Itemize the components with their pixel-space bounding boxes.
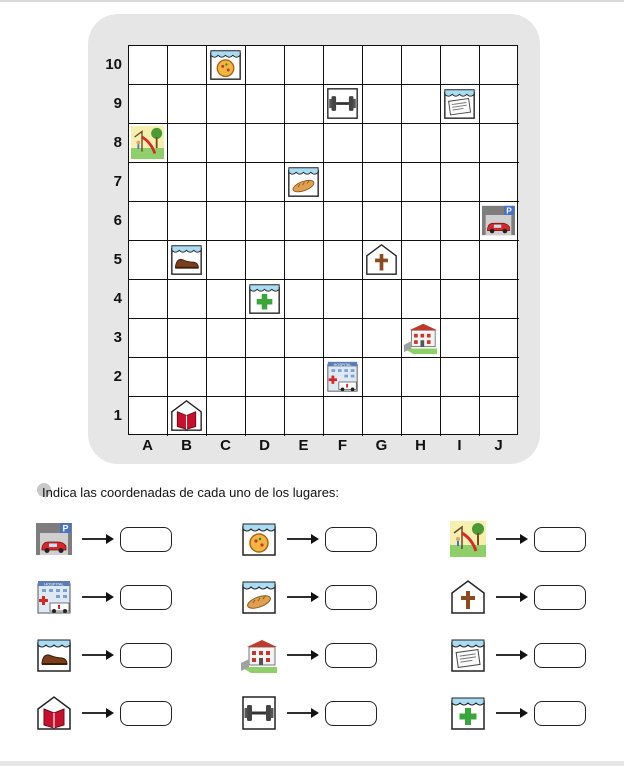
pharmacy-icon [248, 282, 281, 315]
grid-cell [168, 163, 207, 202]
grid-cell [441, 319, 480, 358]
answer-box[interactable] [325, 701, 377, 726]
grid-cell [480, 46, 519, 85]
dumbbell-icon [326, 87, 359, 120]
exercise-item-pharmacy [450, 695, 586, 731]
grid-cell [480, 397, 519, 436]
arrow-right-icon [287, 587, 319, 607]
grid-cell [402, 241, 441, 280]
grid-cell [324, 319, 363, 358]
top-divider [0, 0, 624, 2]
grid-cell [246, 358, 285, 397]
row-label: 6 [113, 212, 122, 229]
answer-box[interactable] [325, 643, 377, 668]
grid-cell [129, 85, 168, 124]
row-axis-labels [96, 45, 122, 435]
grid-cell [207, 397, 246, 436]
row-label: 4 [113, 290, 122, 307]
grid-cell [402, 280, 441, 319]
grid-cell [246, 319, 285, 358]
grid-cell [285, 280, 324, 319]
school-building-icon [241, 637, 277, 673]
pizza-shop-icon [209, 48, 242, 81]
grid-cell [246, 85, 285, 124]
exercise-item-school [241, 637, 377, 673]
grid-cell [363, 280, 402, 319]
grid-cell [285, 46, 324, 85]
grid-cell [285, 241, 324, 280]
grid-cell [168, 358, 207, 397]
grid-cell [441, 124, 480, 163]
hospital-icon [36, 579, 72, 615]
grid-cell [207, 280, 246, 319]
grid-cell [480, 163, 519, 202]
grid-cell [285, 124, 324, 163]
row-label: 3 [113, 329, 122, 346]
grid-cell [129, 319, 168, 358]
grid-cell [129, 46, 168, 85]
arrow-right-icon [82, 587, 114, 607]
answer-box[interactable] [534, 643, 586, 668]
exercise-item-church [450, 579, 586, 615]
grid-cell [285, 85, 324, 124]
shoe-shop-icon [36, 637, 72, 673]
grid-cell [441, 46, 480, 85]
column-label: H [415, 437, 426, 454]
pizza-shop-icon [241, 521, 277, 557]
exercise-item-hospital [36, 579, 172, 615]
row-label: 2 [113, 368, 122, 385]
grid-cell [480, 280, 519, 319]
row-label: 7 [113, 173, 122, 190]
row-label: 5 [113, 251, 122, 268]
column-label: A [142, 437, 153, 454]
column-label: G [375, 437, 388, 454]
grid-cell [207, 241, 246, 280]
grid-cell [207, 124, 246, 163]
grid-cell [441, 280, 480, 319]
arrow-right-icon [287, 529, 319, 549]
grid-cell [363, 319, 402, 358]
grid-cell [363, 358, 402, 397]
grid-cell [441, 163, 480, 202]
column-label: B [181, 437, 192, 454]
grid-cell [363, 124, 402, 163]
grid-cell [363, 202, 402, 241]
grid-cell [207, 319, 246, 358]
grid-cell [168, 85, 207, 124]
arrow-right-icon [496, 529, 528, 549]
grid-cell [324, 397, 363, 436]
answer-box[interactable] [534, 527, 586, 552]
exercise-item-newsstand [450, 637, 586, 673]
arrow-right-icon [82, 645, 114, 665]
grid-cell [285, 319, 324, 358]
grid-cell [363, 46, 402, 85]
column-label: I [457, 437, 462, 454]
arrow-right-icon [287, 645, 319, 665]
parking-sign-letter: P [506, 206, 512, 216]
bread-shop-icon [241, 579, 277, 615]
answer-box[interactable] [120, 643, 172, 668]
parking-icon [482, 204, 515, 237]
exercise-item-bakery [241, 579, 377, 615]
book-house-icon [170, 399, 203, 432]
arrow-right-icon [496, 587, 528, 607]
grid-cell [480, 319, 519, 358]
grid-cell [129, 280, 168, 319]
pharmacy-icon [450, 695, 486, 731]
church-icon [450, 579, 486, 615]
arrow-right-icon [496, 645, 528, 665]
school-building-icon [404, 321, 437, 354]
arrow-right-icon [287, 703, 319, 723]
grid-cell [168, 280, 207, 319]
grid-cell [363, 397, 402, 436]
hospital-sign-text: HOSPITAL [333, 362, 352, 367]
grid-cell [246, 241, 285, 280]
grid-cell [480, 358, 519, 397]
grid-cell [402, 202, 441, 241]
grid-cell [441, 397, 480, 436]
row-label: 9 [113, 95, 122, 112]
grid-cell [168, 124, 207, 163]
answer-box[interactable] [325, 585, 377, 610]
grid-cell [324, 280, 363, 319]
answer-box[interactable] [120, 585, 172, 610]
grid-cell [129, 163, 168, 202]
grid-cell [324, 202, 363, 241]
dumbbell-icon [241, 695, 277, 731]
newspaper-shop-icon [450, 637, 486, 673]
arrow-right-icon [496, 703, 528, 723]
hospital-icon [326, 360, 359, 393]
bread-shop-icon [287, 165, 320, 198]
grid-cell [324, 163, 363, 202]
exercise-item-gym [241, 695, 377, 731]
hospital-sign-text: HOSPITAL [44, 581, 64, 587]
grid-cell [168, 46, 207, 85]
column-label: J [494, 437, 503, 454]
grid-cell [441, 202, 480, 241]
shoe-shop-icon [170, 243, 203, 276]
grid-cell [246, 397, 285, 436]
row-label: 8 [113, 134, 122, 151]
grid-cell [402, 124, 441, 163]
grid-cell [402, 397, 441, 436]
grid-cell [207, 163, 246, 202]
grid-cell [402, 358, 441, 397]
playground-icon [131, 126, 164, 159]
grid-cell [285, 397, 324, 436]
grid-cell [285, 358, 324, 397]
grid-cell [441, 358, 480, 397]
grid-cell [441, 241, 480, 280]
arrow-right-icon [82, 529, 114, 549]
grid-cell [402, 46, 441, 85]
arrow-right-icon [82, 703, 114, 723]
grid-cell [129, 241, 168, 280]
column-label: F [337, 437, 348, 454]
exercise-item-parking [36, 521, 172, 557]
grid-cell [324, 46, 363, 85]
grid-cell [246, 202, 285, 241]
column-axis-labels [128, 437, 518, 454]
row-label: 1 [113, 407, 122, 424]
grid-cell [246, 124, 285, 163]
playground-icon [450, 521, 486, 557]
answer-box[interactable] [325, 527, 377, 552]
exercise-item-pizzeria [241, 521, 377, 557]
parking-sign-letter: P [62, 523, 69, 534]
grid-cell [207, 85, 246, 124]
grid-cell [129, 358, 168, 397]
exercise-item-shoe-shop [36, 637, 172, 673]
book-house-icon [36, 695, 72, 731]
grid-cell [363, 163, 402, 202]
grid-cell [285, 202, 324, 241]
grid-cell [168, 319, 207, 358]
grid-cell [168, 202, 207, 241]
grid-cell [324, 124, 363, 163]
grid-cell [480, 85, 519, 124]
row-label: 10 [105, 56, 122, 73]
newspaper-shop-icon [443, 87, 476, 120]
exercise-item-park [450, 521, 586, 557]
exercise-item-library [36, 695, 172, 731]
column-label: E [298, 437, 309, 454]
grid-cell [480, 241, 519, 280]
exercise-instruction: Indica las coordenadas de cada uno de los lugares: [42, 485, 340, 500]
parking-icon [36, 521, 72, 557]
column-label: D [259, 437, 270, 454]
grid-cell [207, 358, 246, 397]
grid-cell [207, 202, 246, 241]
grid-cell [402, 163, 441, 202]
grid-cell [129, 202, 168, 241]
grid-cell [402, 85, 441, 124]
answer-box[interactable] [534, 701, 586, 726]
grid-cell [246, 46, 285, 85]
answer-box[interactable] [534, 585, 586, 610]
grid-cell [246, 163, 285, 202]
church-icon [365, 243, 398, 276]
answer-box[interactable] [120, 527, 172, 552]
grid-cell [324, 241, 363, 280]
answer-box[interactable] [120, 701, 172, 726]
column-label: C [220, 437, 231, 454]
bottom-divider [0, 761, 624, 766]
grid-cell [129, 397, 168, 436]
grid-cell [363, 85, 402, 124]
grid-cell [480, 124, 519, 163]
